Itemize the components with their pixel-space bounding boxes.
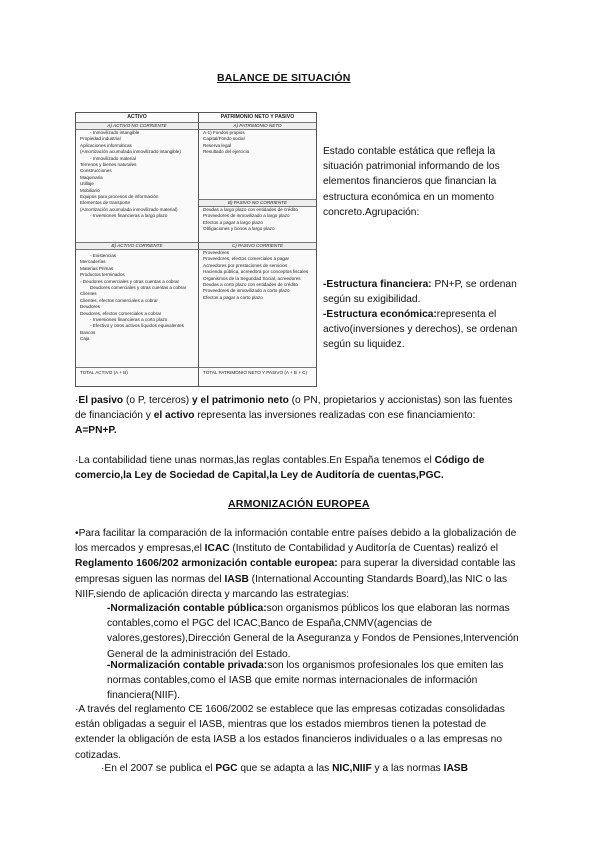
list-item: - Inversiones financieras a largo plazo (90, 213, 168, 219)
text: ·En el 2007 se publica el (101, 763, 216, 774)
ac-list (80, 253, 196, 343)
list-item: Materias Primas (80, 265, 114, 271)
text: (o P, terceros) (123, 395, 193, 406)
list-item: Proveedores, efectos comerciales a pagar (203, 256, 290, 262)
text-bold: PGC (215, 763, 238, 774)
list-item: Organismos de la Seguridad Social, acreedores (203, 275, 301, 281)
list-item: (Amortización acumulada inmovilizado material) (80, 206, 178, 212)
list-item: - Inversiones financieras a corto plazo (90, 317, 168, 323)
text: (International Accounting Standards Board),las NIC o las NIIF,siendo de aplicación directa y marcando las estrategias: (75, 573, 508, 600)
list-item: (Amortización acumulada inmovilizado intangible) (80, 149, 181, 155)
list-item: Resultado del ejercicio (203, 149, 250, 155)
list-item: Mercaderías (80, 259, 106, 265)
list-item: Maquinaria (80, 174, 103, 180)
list-item: Proveedores (203, 250, 230, 255)
list-item: Mobiliario (80, 187, 100, 193)
list-item: - Efectivo y otros activos líquidos equivalentes (90, 323, 184, 329)
paragraph-normas (75, 453, 525, 483)
text-bold: NIC,NIIF (332, 763, 372, 774)
text-bold: ICAC (204, 543, 230, 555)
text: son organismos públicos los que elaboran las normas contables,como el PGC del ICAC,Banco de España,CNMV(agencias de valores,gestores),Dirección General de la Aseguranza y Fondos de Pensiones,Intervención General de la administración del Estado. (107, 603, 519, 660)
paragraph-reglamento: ·A través del reglamento CE 1606/2002 se establece que las empresas cotizadas consolidadas están obligadas a seguir el IASB, mientras que los estados miembros tienen la potestad de extender la obligación de esta IASB a los estados financieros individuales o a las empresas no cotizadas. (75, 704, 505, 761)
pn-title: A) PATRIMONIO NETO (199, 122, 316, 130)
divider (199, 367, 316, 368)
paragraph-normalizacion-publica (107, 601, 527, 662)
pnc-title: B) PASIVO NO CORRIENTE (199, 199, 316, 207)
page-title: BALANCE DE SITUACIÓN (217, 72, 351, 84)
activo-header: ACTIVO (76, 113, 198, 123)
side-structure-economica-label: -Estructura económica: (323, 309, 437, 320)
paragraph-normalizacion-privada (107, 658, 527, 704)
list-item: - Existencias (90, 253, 117, 258)
list-item: Construcciones (80, 168, 112, 174)
text-bold: IASB (224, 573, 249, 585)
list-item: - Inmovilizado material (90, 155, 136, 161)
text: •Para facilitar la comparación de la información contable entre países debido a la globalización de los mercados y empresas,el (75, 528, 517, 555)
side-description: Estado contable estática que refleja la situación patrimonial informando de los elementos financieros que financian la estructura económica en un momento concreto.Agrupación: (323, 146, 500, 218)
list-item: Hacienda pública, acreedora por conceptos fiscales (203, 269, 309, 275)
section-title: ARMONIZACIÓN EUROPEA (228, 498, 370, 510)
list-item: Proveedores de inmovilizado a corto plazo (203, 288, 290, 294)
list-item: A-1) Fondos propios (203, 130, 245, 135)
text-bold: -Normalización contable privada: (107, 660, 268, 671)
pc-list (203, 250, 313, 301)
list-item: Efectos a pagar a corto plazo (203, 294, 263, 300)
text: son los organismos profesionales los que emiten las normas contables,como el IASB que emite normas internacionales de información financiera(NIIF). (107, 660, 504, 702)
text-bold: -Normalización contable pública: (107, 603, 267, 614)
text-bold: Código de comercio,la Ley de Sociedad de Capital,la Ley de Auditoría de cuentas,PGC. (75, 455, 485, 482)
pnc-list (203, 207, 313, 233)
total-pasivo: TOTAL PATRIMONIO NETO Y PASIVO (A + B + C) (203, 370, 308, 375)
total-activo: TOTAL ACTIVO (A + B) (80, 370, 128, 375)
text: que se adapta a las (237, 763, 333, 774)
list-item: Bancos (80, 329, 96, 335)
pn-list (203, 130, 313, 156)
text: para superar la diversidad contable las empresas siguen las normas del (75, 558, 516, 585)
list-item: Terrenos y bienes naturales (80, 162, 137, 168)
list-item: Clientes, efectos comerciales a cobrar (80, 297, 158, 303)
list-item: Utillaje (80, 181, 94, 187)
list-item: Deudas a largo plazo con entidades de crédito (203, 207, 298, 212)
text: (o PN, propietarios y accionistas) son las fuentes de financiación y (75, 395, 513, 422)
text-bold: A=PN+P. (75, 425, 117, 437)
anc-title: A) ACTIVO NO CORRIENTE (76, 122, 198, 130)
text-bold: Reglamento 1606/202 armonización contable europea: (75, 558, 338, 570)
list-item: - Deudores comerciales y otras cuentas a cobrar (80, 278, 180, 284)
list-item: Productos terminados (80, 272, 125, 278)
paragraph-pgc-2007 (101, 761, 521, 776)
text-bold: El pasivo (78, 395, 124, 406)
list-item: - Inmovilizado intangible (90, 130, 140, 135)
ac-title: B) ACTIVO CORRIENTE (76, 242, 198, 250)
paragraph-pasivo (75, 393, 515, 439)
list-item: Obligaciones y bonos a largo plazo (203, 226, 275, 232)
list-item: Deudas a corto plazo con entidades de crédito (203, 282, 298, 288)
text-bold: IASB (443, 763, 468, 774)
list-item: Acreedores por prestaciones de servicios (203, 262, 288, 268)
list-item: Deudores comerciales y otras cuentas a cobrar (90, 285, 187, 291)
side-structure-financiera-text: PN+P, se ordenan según su exigibilidad. (323, 279, 517, 306)
side-structure-financiera (323, 277, 528, 307)
list-item: Equipos para procesos de información (80, 194, 159, 200)
text: ·La contabilidad tiene unas normas,las reglas contables.En España tenemos el (75, 455, 435, 466)
list-item: Efectos a pagar a largo plazo (203, 219, 263, 225)
list-item: Clientes (80, 291, 97, 297)
list-item: Capital/Fondo social (203, 136, 245, 142)
list-item: Caja (80, 336, 90, 342)
pc-title: C) PASIVO CORRIENTE (199, 242, 316, 250)
text: · (75, 395, 79, 406)
text: representa las inversiones realizadas con ese financiamiento: (194, 410, 476, 422)
list-item: Propiedad industrial (80, 136, 121, 142)
list-item: Deudores, efectos comerciales a cobrar (80, 310, 162, 316)
list-item: Aplicaciones informáticas (80, 142, 132, 148)
anc-list (80, 130, 196, 220)
text: y a las normas (371, 763, 444, 774)
side-structure-financiera-label: -Estructura financiera: (323, 279, 432, 290)
text-bold: el activo (153, 410, 195, 422)
text-bold: y el patrimonio neto (192, 395, 289, 406)
list-item: Deudores (80, 304, 100, 310)
text: (Instituto de Contabilidad y Auditoría de Cuentas) realizó el (229, 543, 499, 555)
side-structure-economica (323, 307, 528, 353)
pasivo-header: PATRIMONIO NETO Y PASIVO (199, 113, 316, 123)
divider (76, 367, 198, 368)
balance-sheet-table (75, 112, 317, 387)
paragraph-armonizacion (75, 526, 525, 602)
side-structure-economica-text: representa el activo(inversiones y derechos), se ordenan según su liquidez. (323, 309, 518, 351)
list-item: Proveedores de inmovilizado a largo plazo (203, 213, 290, 219)
list-item: Reserva legal (203, 142, 232, 148)
list-item: Elementos de transporte (80, 200, 131, 206)
